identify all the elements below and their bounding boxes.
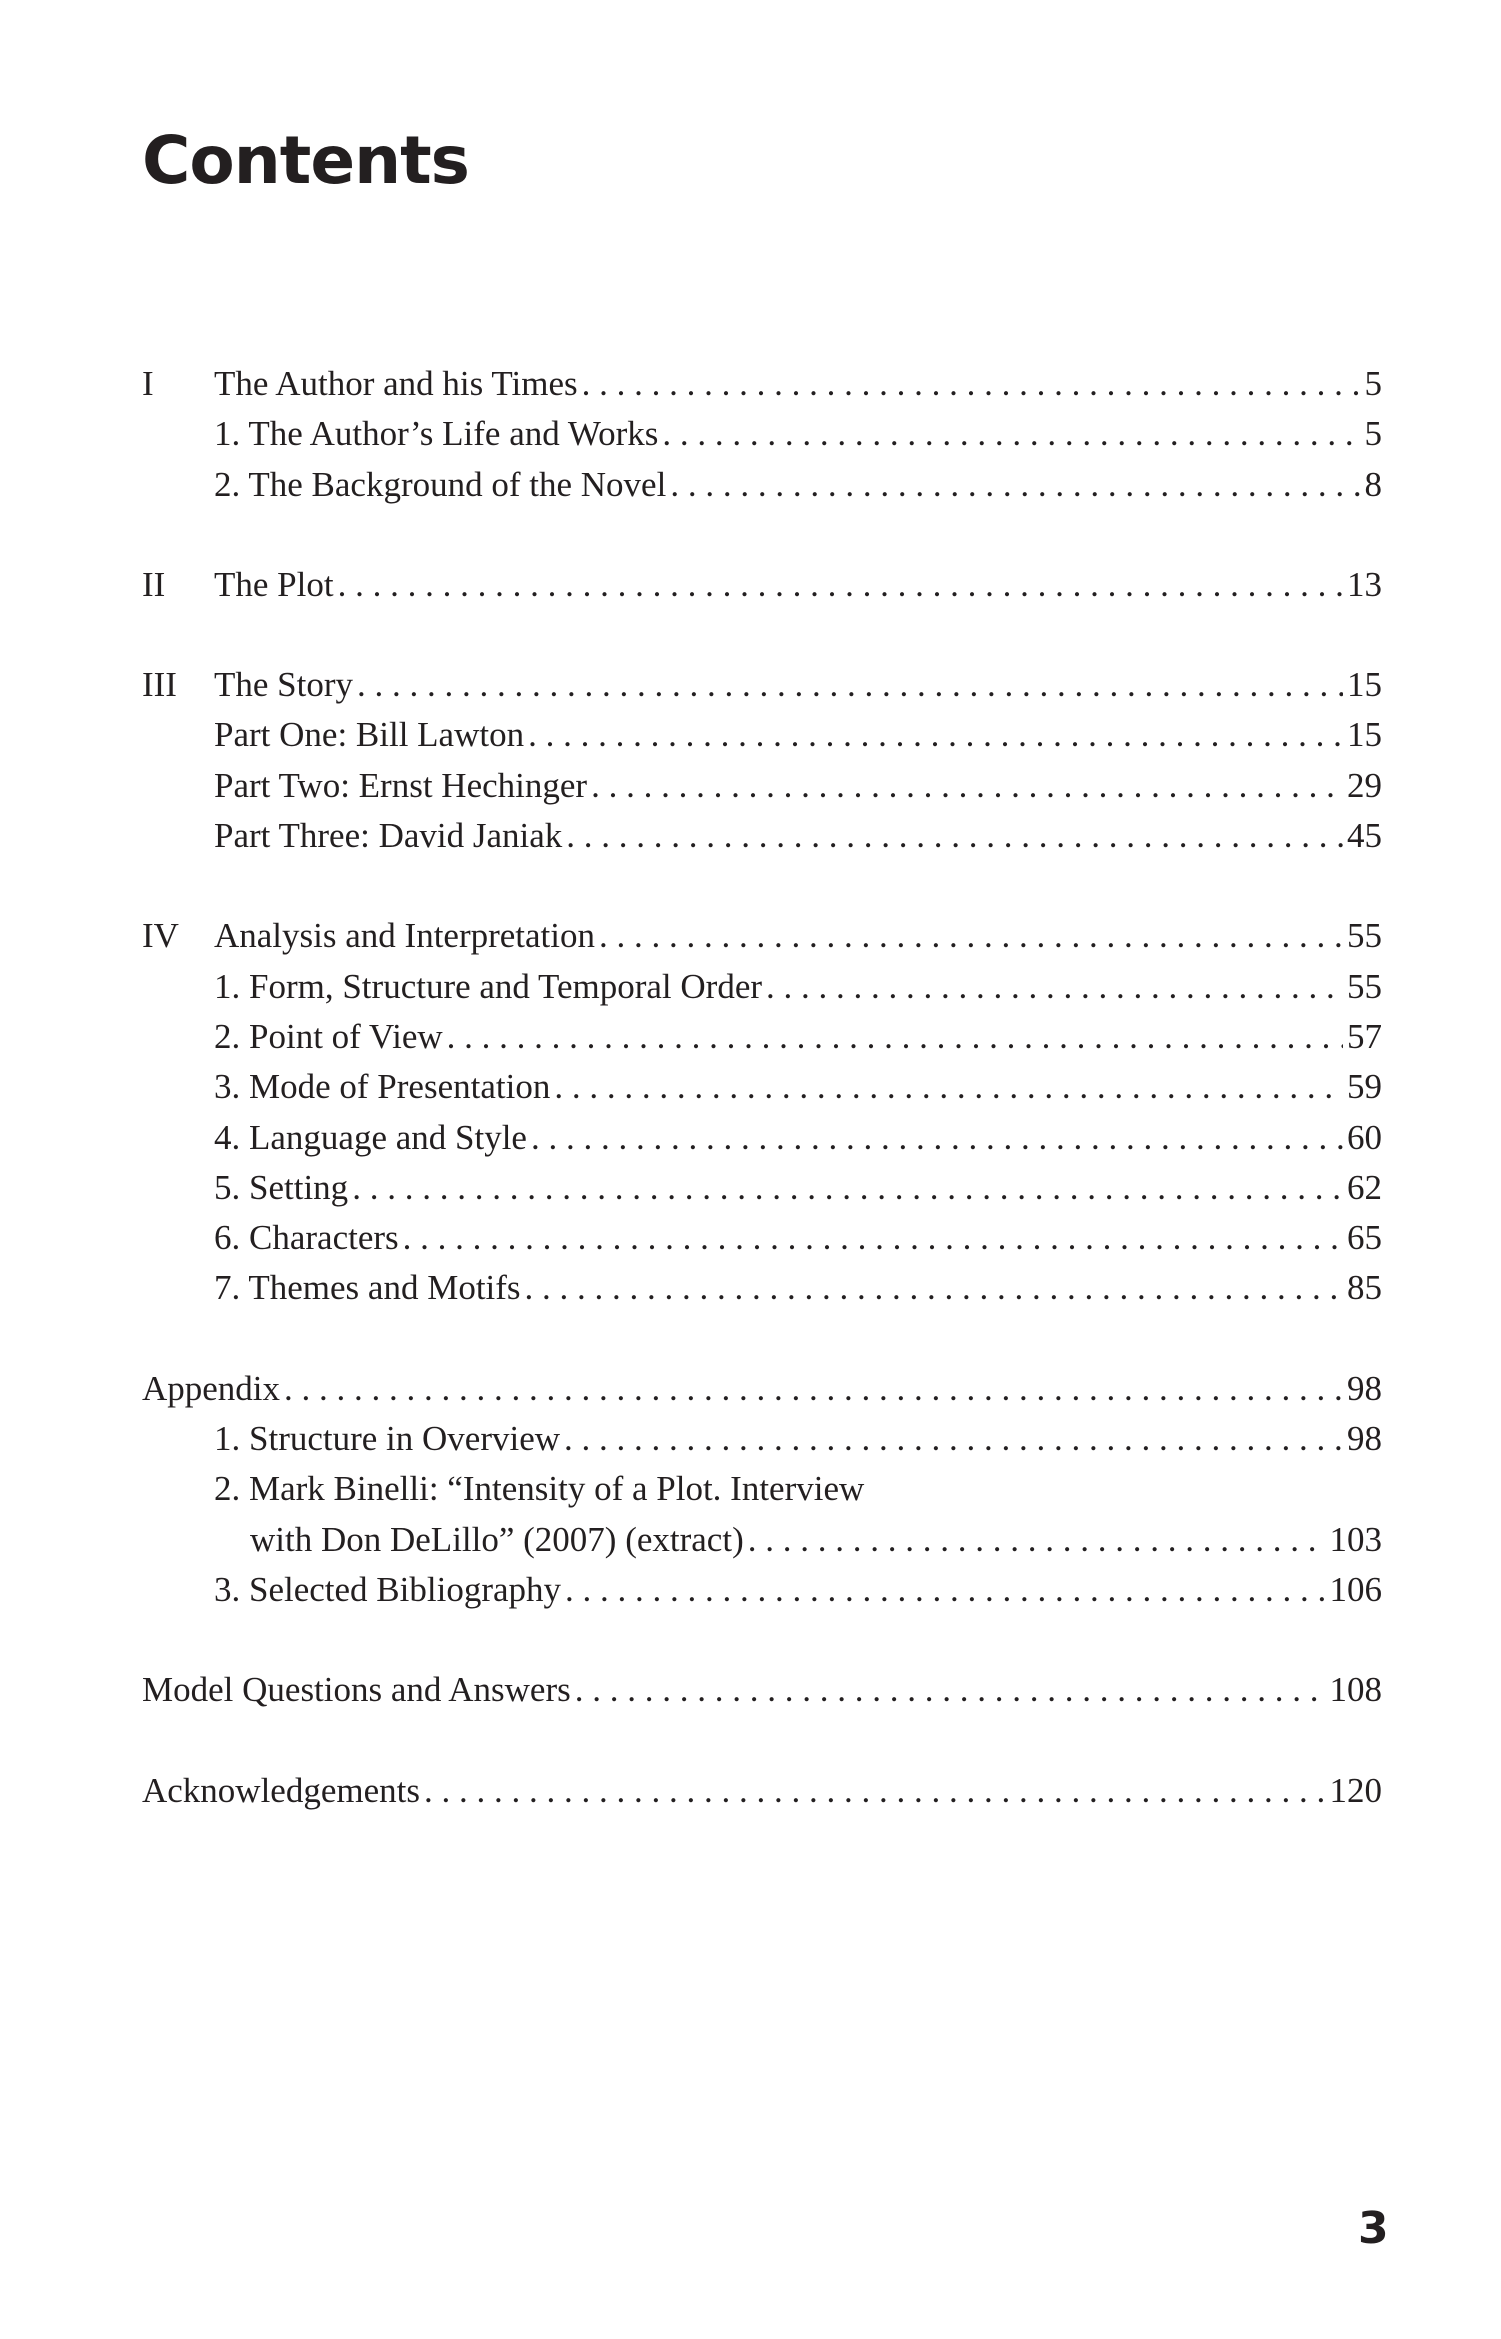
- page-ref: 15: [1347, 715, 1382, 755]
- section-number: IV: [142, 916, 179, 956]
- section-title: Acknowledgements: [142, 1770, 420, 1810]
- page-ref: 55: [1347, 916, 1382, 956]
- item-title: 6. Characters: [214, 1218, 399, 1258]
- dot-leader: [591, 766, 1343, 806]
- section-number: II: [142, 564, 166, 604]
- dot-leader: [582, 364, 1361, 404]
- item-title: 3. Selected Bibliography: [214, 1569, 562, 1609]
- item-title: Part Three: David Janiak: [214, 816, 563, 856]
- page-ref: 5: [1364, 364, 1382, 403]
- item-title: 2. Point of View: [214, 1016, 443, 1056]
- page-ref: 57: [1347, 1016, 1382, 1056]
- dot-leader: [575, 1670, 1326, 1710]
- page-number: 3: [1358, 2203, 1389, 2254]
- toc-item[interactable]: [142, 715, 1382, 765]
- item-title: 1. Form, Structure and Temporal Order: [214, 966, 763, 1006]
- page-ref: 15: [1347, 665, 1382, 705]
- dot-leader: [284, 1369, 1343, 1409]
- dot-leader: [352, 1168, 1343, 1208]
- section-title: Model Questions and Answers: [142, 1670, 571, 1710]
- page-ref: 59: [1347, 1067, 1382, 1107]
- toc-item[interactable]: [142, 1570, 1382, 1620]
- item-title: 2. The Background of the Novel: [214, 464, 667, 504]
- dot-leader: [662, 414, 1360, 454]
- dot-leader: [338, 565, 1343, 605]
- toc-item[interactable]: [142, 766, 1382, 816]
- toc-item[interactable]: [142, 1067, 1382, 1117]
- toc-section-2[interactable]: [142, 565, 1382, 615]
- item-title: 7. Themes and Motifs: [214, 1268, 521, 1308]
- toc-item[interactable]: [142, 967, 1382, 1017]
- toc-section-1[interactable]: [142, 364, 1382, 414]
- dot-leader: [531, 1118, 1343, 1158]
- dot-leader: [565, 1570, 1325, 1610]
- page-ref: 8: [1364, 464, 1382, 504]
- dot-leader: [599, 916, 1343, 956]
- dot-leader: [564, 1419, 1343, 1459]
- toc-item[interactable]: [142, 1017, 1382, 1067]
- toc-item[interactable]: [142, 816, 1382, 866]
- page-ref: 45: [1347, 816, 1382, 856]
- section-number: III: [142, 665, 177, 705]
- dot-leader: [554, 1067, 1343, 1107]
- toc-item-line2[interactable]: [142, 1520, 1382, 1570]
- item-title: Part One: Bill Lawton: [214, 715, 525, 755]
- page-ref: 55: [1347, 966, 1382, 1006]
- section-number: I: [142, 364, 154, 403]
- page-ref: 98: [1347, 1368, 1382, 1408]
- dot-leader: [424, 1771, 1326, 1811]
- section-title: The Plot: [214, 564, 334, 604]
- page-title: Contents: [142, 122, 469, 199]
- page-ref: 62: [1347, 1167, 1382, 1207]
- dot-leader: [525, 1268, 1343, 1308]
- dot-leader: [447, 1017, 1343, 1057]
- toc-acknowledgements[interactable]: [142, 1771, 1382, 1821]
- toc-item-line1[interactable]: [142, 1469, 1382, 1519]
- dot-leader: [766, 967, 1343, 1007]
- item-title: 4. Language and Style: [214, 1117, 527, 1157]
- toc-section-3[interactable]: [142, 665, 1382, 715]
- toc-item[interactable]: [142, 1218, 1382, 1268]
- item-title-cont: with Don DeLillo” (2007) (extract): [250, 1519, 744, 1559]
- page-ref: 103: [1329, 1519, 1382, 1559]
- section-title: The Author and his Times: [214, 364, 578, 403]
- toc-item[interactable]: [142, 1118, 1382, 1168]
- section-title: Appendix: [142, 1368, 281, 1408]
- section-title: The Story: [214, 665, 354, 705]
- page-ref: 13: [1347, 564, 1382, 604]
- dot-leader: [566, 816, 1343, 856]
- page-ref: 120: [1329, 1770, 1382, 1810]
- toc-appendix[interactable]: [142, 1369, 1382, 1419]
- toc-item[interactable]: [142, 1268, 1382, 1318]
- page-ref: 85: [1347, 1268, 1382, 1308]
- page-ref: 108: [1329, 1670, 1382, 1710]
- toc-model-questions[interactable]: [142, 1670, 1382, 1720]
- dot-leader: [670, 465, 1360, 505]
- dot-leader: [748, 1520, 1326, 1560]
- dot-leader: [528, 715, 1343, 755]
- page-ref: 29: [1347, 765, 1382, 805]
- item-title: 1. Structure in Overview: [214, 1419, 561, 1459]
- toc-item[interactable]: [142, 465, 1382, 515]
- dot-leader: [357, 665, 1343, 705]
- section-title: Analysis and Interpretation: [214, 916, 596, 956]
- table-of-contents: [142, 364, 1382, 1821]
- item-title: 2. Mark Binelli: “Intensity of a Plot. Interview: [214, 1469, 865, 1509]
- item-title: Part Two: Ernst Hechinger: [214, 765, 588, 805]
- page-ref: 106: [1329, 1569, 1382, 1609]
- page-ref: 5: [1364, 414, 1382, 454]
- page-ref: 65: [1347, 1218, 1382, 1258]
- toc-section-4[interactable]: [142, 916, 1382, 966]
- item-title: 5. Setting: [214, 1167, 349, 1207]
- dot-leader: [403, 1218, 1343, 1258]
- item-title: 1. The Author’s Life and Works: [214, 414, 659, 454]
- toc-item[interactable]: [142, 1168, 1382, 1218]
- page-ref: 60: [1347, 1117, 1382, 1157]
- toc-item[interactable]: [142, 414, 1382, 464]
- toc-item[interactable]: [142, 1419, 1382, 1469]
- item-title: 3. Mode of Presentation: [214, 1067, 551, 1107]
- page-ref: 98: [1347, 1419, 1382, 1459]
